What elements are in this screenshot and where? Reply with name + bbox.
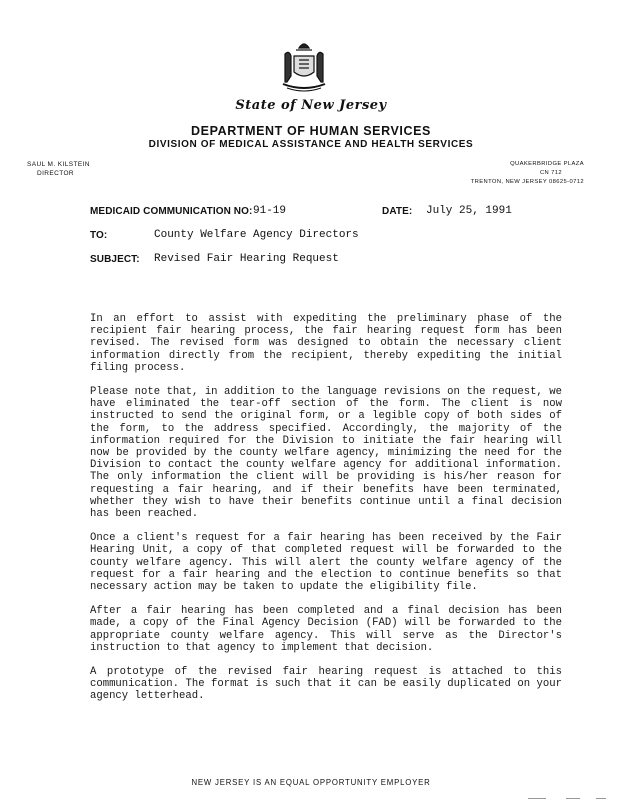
state-seal-icon — [279, 38, 329, 94]
date-label: DATE: — [382, 206, 413, 217]
state-title: State of New Jersey — [235, 98, 387, 113]
paragraph-2: Please note that, in addition to the language revisions on the request, we have eliminated the tear-off section of the form. The client is now instructed to send the original form, or a legible copy of both sides of the form, to the address specified. Accordingly, the majority of the information required for the Division to initiate the fair hearing will now be provided by the county welfare agency, minimizing the need for the Division to contact the county welfare agency for additional information. The only information the client will be providing is his/her reason for requesting a fair hearing, and if their benefits have been terminated, whether they wish to have their benefits continue until a final decision has been reached. — [90, 386, 562, 521]
footer-text: NEW JERSEY IS AN EQUAL OPPORTUNITY EMPLOYER — [191, 778, 431, 787]
division-name: DIVISION OF MEDICAL ASSISTANCE AND HEALTH SERVICES — [148, 139, 474, 150]
director-block — [27, 160, 90, 178]
communication-number: 91-19 — [253, 205, 287, 217]
subject-label: SUBJECT: — [90, 254, 140, 265]
scan-mark — [528, 798, 546, 799]
subject-value: Revised Fair Hearing Request — [154, 253, 339, 265]
communication-label: MEDICAID COMMUNICATION NO: — [90, 206, 253, 217]
paragraph-1: In an effort to assist with expediting the preliminary phase of the recipient fair hearing process, the fair hearing request form has been revised. The revised form was designed to obtain the necessary client information directly from the recipient, thereby expediting the initial filing process. — [90, 313, 562, 374]
address-block — [454, 160, 584, 187]
director-name: SAUL M. KILSTEIN — [27, 161, 90, 168]
date-value: July 25, 1991 — [426, 205, 512, 217]
address-line-3: TRENTON, NEW JERSEY 08625-0712 — [470, 179, 584, 185]
scan-mark — [596, 798, 606, 799]
director-title: DIRECTOR — [37, 170, 75, 177]
paragraph-3: Once a client's request for a fair hearing has been received by the Fair Hearing Unit, a copy of that completed request will be forwarded to the county welfare agency. This will alert the county welfare agency of the request for a fair hearing and the election to continue benefits so that necessary action may be taken to update the eligibility file. — [90, 532, 562, 594]
paragraph-4: After a fair hearing has been completed and a final decision has been made, a copy of the Final Agency Decision (FAD) will be forwarded to the appropriate county welfare agency. This will serve as the Director's instruction to that agency to implement that decision. — [90, 605, 562, 654]
address-line-2: CN 712 — [539, 170, 562, 176]
letter-body — [90, 313, 562, 715]
scan-mark — [566, 798, 580, 799]
to-value: County Welfare Agency Directors — [154, 229, 359, 241]
paragraph-5: A prototype of the revised fair hearing request is attached to this communication. The format is such that it can be easily duplicated on your agency letterhead. — [90, 666, 562, 703]
address-line-1: QUAKERBRIDGE PLAZA — [510, 161, 584, 167]
department-name: DEPARTMENT OF HUMAN SERVICES — [191, 124, 431, 138]
to-label: TO: — [90, 230, 108, 241]
